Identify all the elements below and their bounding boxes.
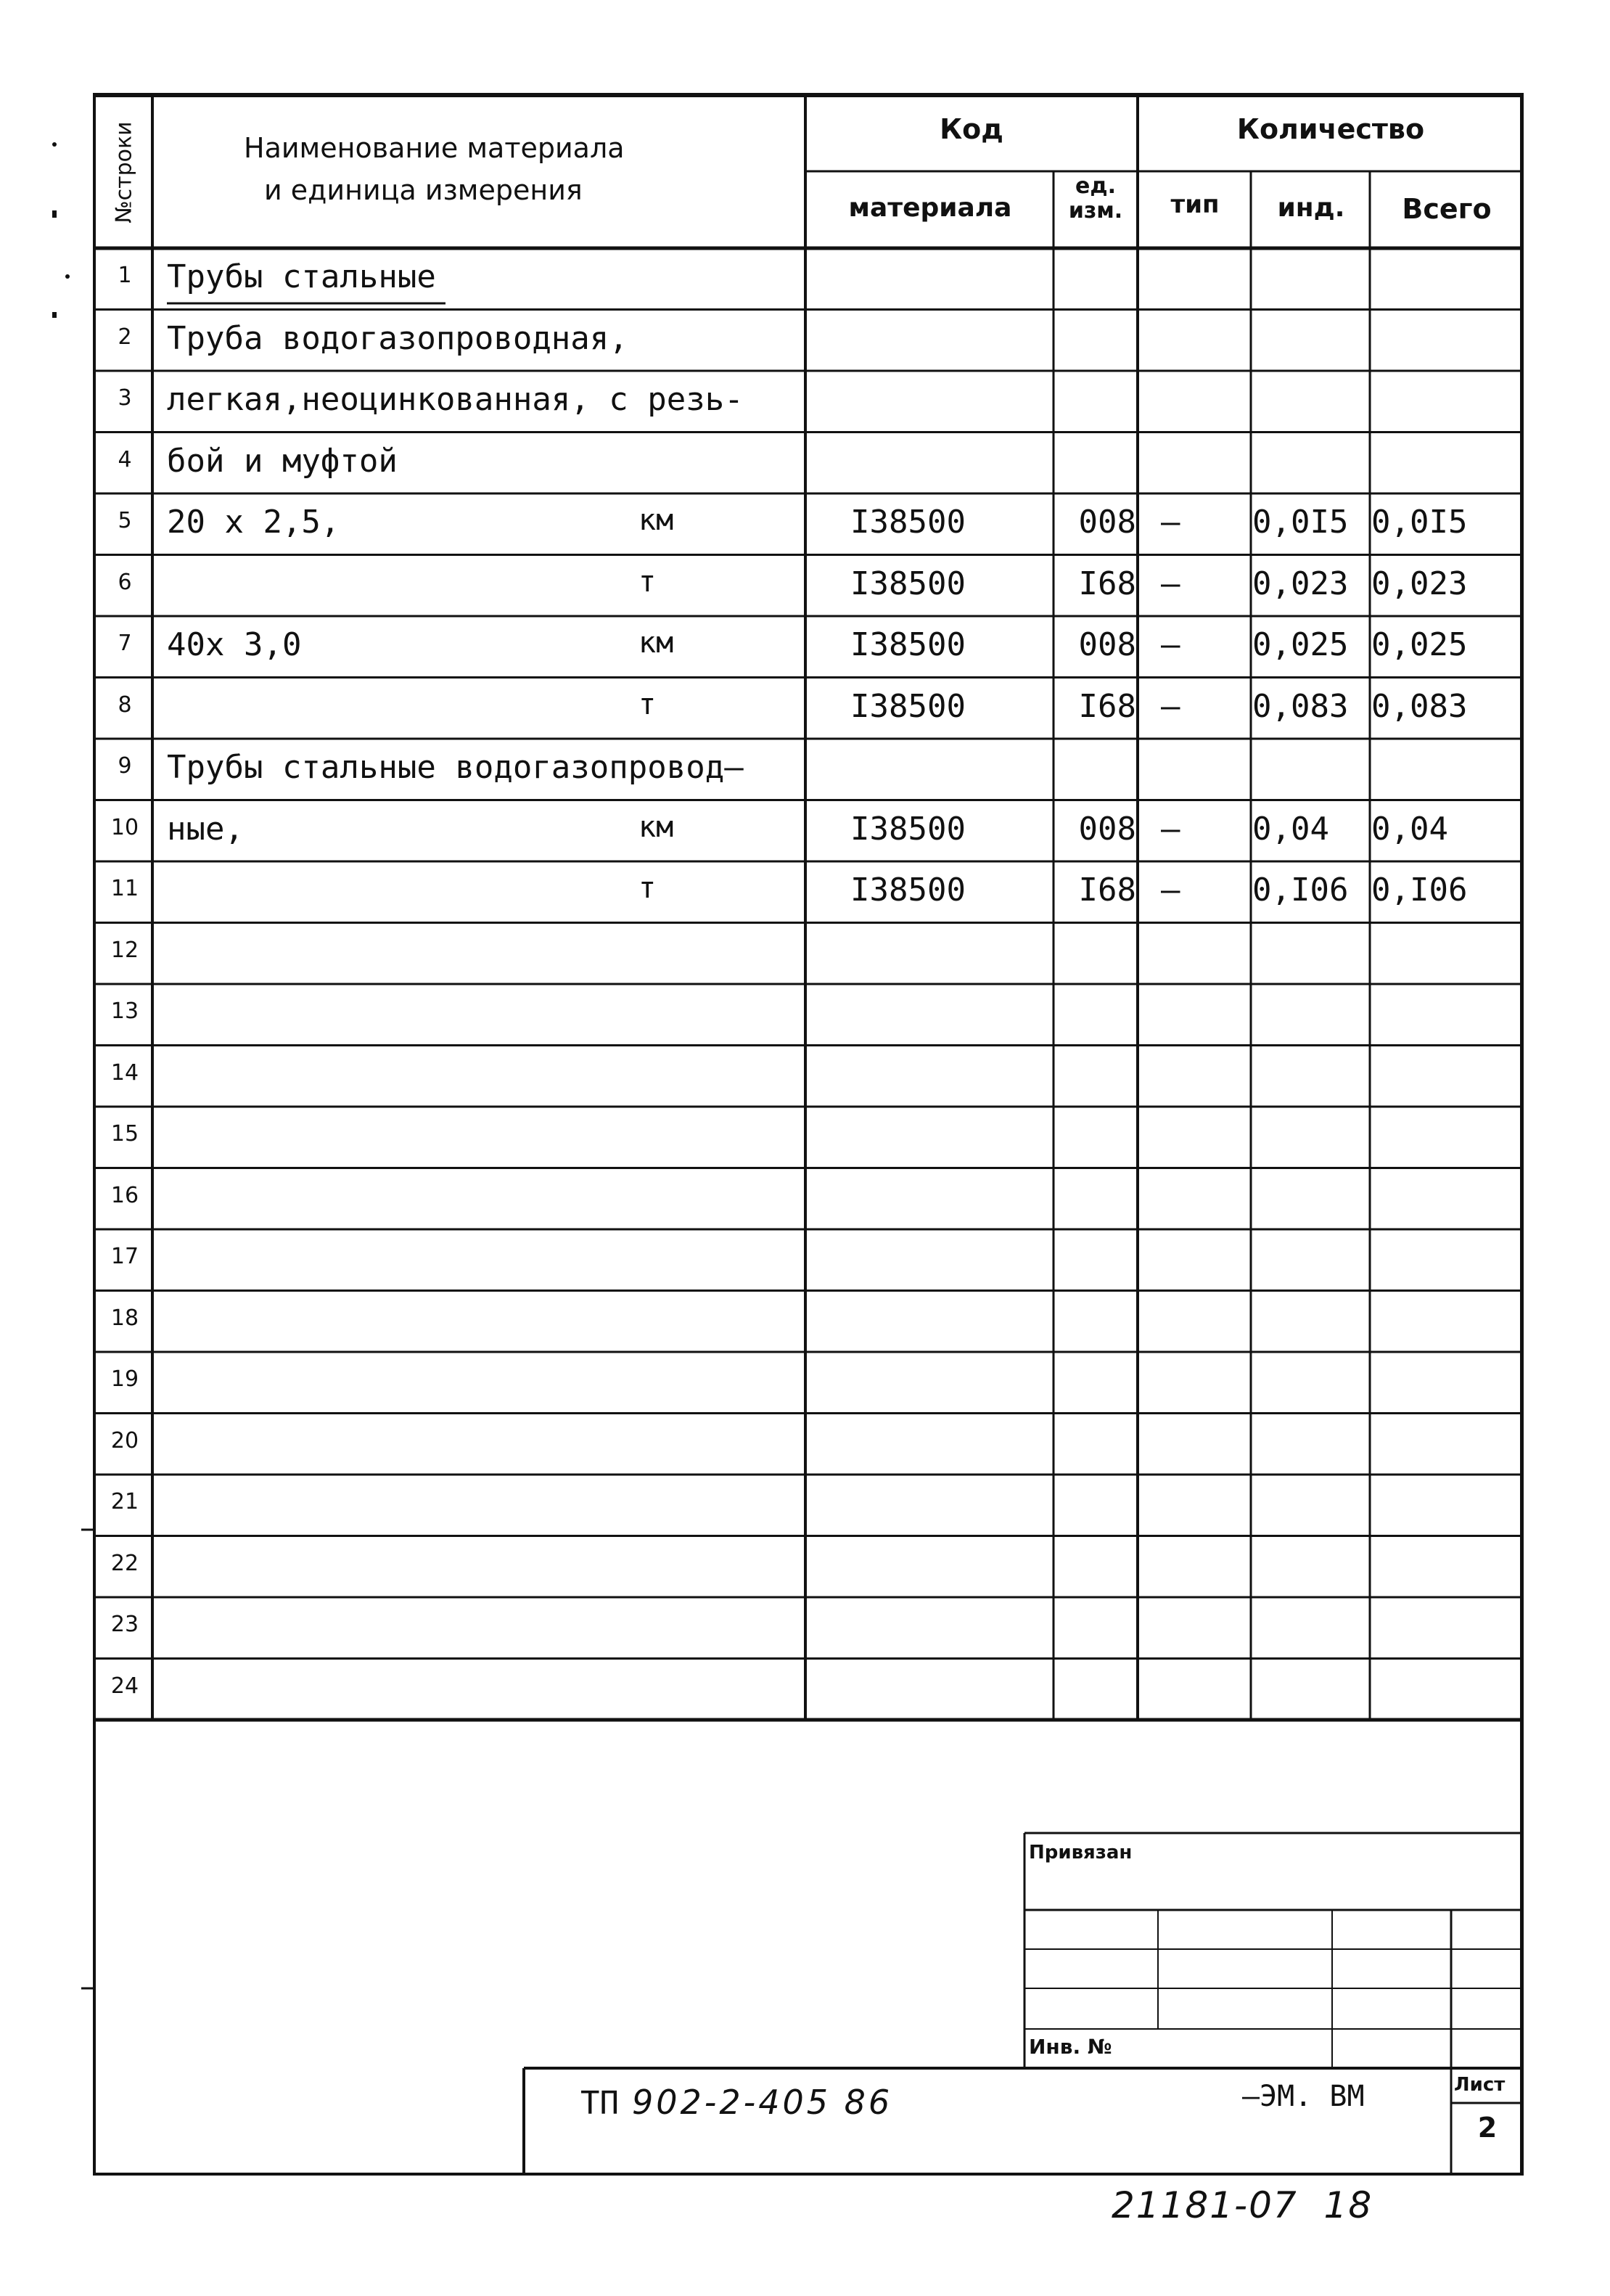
table-row — [0, 1352, 1610, 1414]
cell-material: I38500 — [850, 626, 966, 663]
table-row — [0, 1659, 1610, 1721]
row-number: 6 — [118, 569, 132, 595]
row-number: 21 — [110, 1489, 139, 1514]
cell-unit-code: 008 — [1078, 626, 1136, 663]
cell-unit: км — [638, 504, 674, 537]
row-number: 22 — [110, 1550, 139, 1576]
unit-code-header-line1: ед. — [1075, 173, 1116, 199]
row-number: 4 — [118, 446, 132, 472]
row-number: 9 — [118, 753, 132, 779]
table-row — [0, 1229, 1610, 1291]
row-number: 10 — [110, 814, 139, 840]
cell-unit-code: I68 — [1078, 565, 1136, 602]
table-row — [0, 923, 1610, 985]
cell-material: I38500 — [850, 872, 966, 909]
table-row — [0, 1536, 1610, 1598]
type-header: тип — [1170, 190, 1220, 219]
cell-unit-code: 008 — [1078, 810, 1136, 848]
table-row — [0, 1168, 1610, 1230]
code-group-header: Код — [940, 113, 1003, 145]
cell-unit: т — [638, 687, 657, 721]
row-number: 15 — [110, 1121, 139, 1147]
attached-label: Привязан — [1029, 1842, 1133, 1864]
document-code — [580, 2083, 892, 2122]
material-code-header: материала — [848, 193, 1012, 223]
cell-name: 20 х 2,5, — [167, 504, 340, 541]
row-number: 24 — [110, 1673, 139, 1699]
cell-total: 0,025 — [1371, 626, 1468, 663]
row-number: 12 — [110, 937, 139, 963]
cell-total: 0,04 — [1371, 810, 1448, 848]
cell-name: Трубы стальные — [167, 258, 436, 295]
cell-type: – — [1161, 626, 1180, 663]
cell-type: – — [1161, 810, 1180, 848]
cell-type: – — [1161, 687, 1180, 725]
table-row — [0, 678, 1610, 739]
sheet-number: 2 — [1477, 2112, 1498, 2144]
row-number: 8 — [118, 692, 132, 718]
document-code-number: 902-2-405 86 — [631, 2083, 893, 2122]
margin-mark — [65, 274, 70, 279]
cell-unit: км — [638, 810, 674, 844]
cell-type: – — [1161, 565, 1180, 602]
row-number: 20 — [110, 1427, 139, 1454]
margin-mark — [52, 312, 57, 318]
cell-name: Труба водогазопроводная, — [167, 319, 628, 357]
table-row — [0, 800, 1610, 862]
cell-material: I38500 — [850, 687, 966, 725]
table-row — [0, 1291, 1610, 1353]
document-code-suffix: –ЭМ. ВМ — [1242, 2080, 1365, 2113]
table-row — [0, 493, 1610, 555]
row-number-header-label: №строки — [111, 120, 137, 224]
cell-ind: 0,025 — [1252, 626, 1349, 663]
name-header-line1: Наименование материала — [244, 132, 625, 164]
row-number: 16 — [110, 1182, 139, 1208]
cell-type: – — [1161, 872, 1180, 909]
cell-total: 0,I06 — [1371, 872, 1468, 909]
margin-mark — [52, 210, 57, 218]
total-header: Всего — [1402, 193, 1492, 225]
sheet-label: Лист — [1454, 2074, 1506, 2096]
document-code-prefix: ТП — [580, 2085, 619, 2122]
row-number: 13 — [110, 999, 139, 1024]
cell-total: 0,0I5 — [1371, 504, 1468, 541]
row-number: 1 — [118, 263, 132, 288]
cell-unit: км — [638, 626, 674, 660]
cell-name: 40х 3,0 — [167, 626, 302, 663]
cell-type: – — [1161, 504, 1180, 541]
quantity-group-header: Количество — [1236, 113, 1425, 145]
name-header — [155, 97, 801, 247]
ind-header: инд. — [1277, 193, 1345, 223]
cell-ind: 0,I06 — [1252, 872, 1349, 909]
row-number: 7 — [118, 631, 132, 656]
table-row — [0, 739, 1610, 800]
handwritten-archive-number: 21181-07 18 — [1112, 2184, 1373, 2226]
cell-ind: 0,0I5 — [1252, 504, 1349, 541]
inventory-number-label: Инв. № — [1029, 2035, 1112, 2059]
cell-ind: 0,04 — [1252, 810, 1329, 848]
cell-ind: 0,023 — [1252, 565, 1349, 602]
cell-name: легкая,неоцинкованная, с резь- — [167, 381, 744, 418]
row-number: 11 — [110, 876, 139, 901]
unit-code-header-line2: изм. — [1068, 198, 1123, 224]
row-number: 23 — [110, 1612, 139, 1637]
cell-unit-code: 008 — [1078, 504, 1136, 541]
cell-name: ные, — [167, 810, 244, 848]
table-row — [0, 1414, 1610, 1475]
table-row — [0, 984, 1610, 1046]
table-row — [0, 861, 1610, 923]
table-row — [0, 310, 1610, 372]
table-row — [0, 432, 1610, 494]
margin-mark — [52, 142, 57, 147]
row-number: 2 — [118, 324, 132, 350]
table-row — [0, 1475, 1610, 1536]
cell-material: I38500 — [850, 504, 966, 541]
table-row — [0, 1107, 1610, 1168]
cell-unit-code: I68 — [1078, 872, 1136, 909]
row-number: 5 — [118, 508, 132, 533]
unit-code-header — [1055, 174, 1136, 224]
table-row — [0, 555, 1610, 617]
cell-unit-code: I68 — [1078, 687, 1136, 725]
cell-unit: т — [638, 565, 657, 599]
row-number: 18 — [110, 1305, 139, 1331]
table-row — [0, 248, 1610, 310]
cell-ind: 0,083 — [1252, 687, 1349, 725]
row-number: 19 — [110, 1366, 139, 1392]
name-header-line2: и единица измерения — [264, 174, 583, 206]
table-row — [0, 1046, 1610, 1107]
table-row — [0, 616, 1610, 678]
cell-name: бой и муфтой — [167, 442, 398, 480]
cell-material: I38500 — [850, 565, 966, 602]
table-row — [0, 371, 1610, 432]
row-number-header — [97, 97, 151, 247]
cell-unit: т — [638, 872, 657, 905]
row-number: 14 — [110, 1059, 139, 1086]
row-number: 17 — [110, 1244, 139, 1269]
table-row — [0, 1597, 1610, 1659]
cell-total: 0,083 — [1371, 687, 1468, 725]
row-number: 3 — [118, 385, 132, 411]
cell-name: Трубы стальные водогазопровод– — [167, 749, 744, 786]
cell-total: 0,023 — [1371, 565, 1468, 602]
cell-material: I38500 — [850, 810, 966, 848]
